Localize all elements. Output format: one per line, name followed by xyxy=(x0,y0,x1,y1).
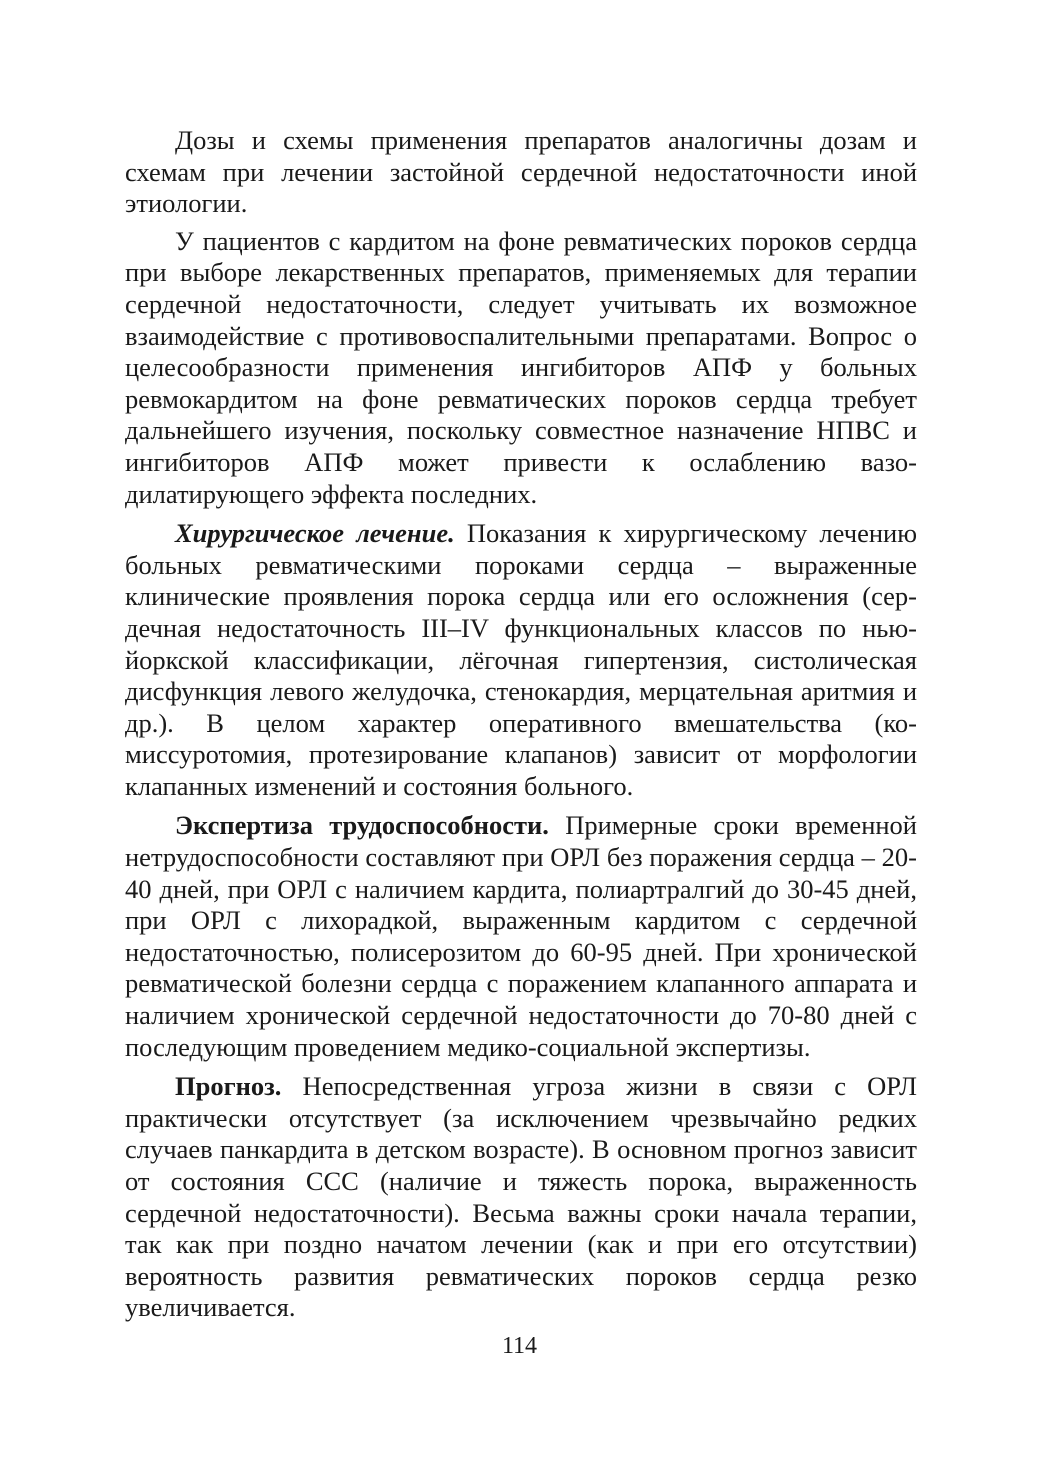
paragraph-text: У пациентов с кардитом на фоне ревматических пороков сердца при выборе лекарственных препаратов, применяемых для терапии сердечной недостаточности, следует учитывать их возможное взаимодействие с противовоспалительными препаратами. Вопрос о целесообразности применения ингибиторов АПФ у больных ревмокардитом на фоне ревматических пороков сердца требует дальнейшего изучения, поскольку совместное назначение НПВС и ингибиторов АПФ может привести к ослаблению вазодилатирующего эффекта последних. xyxy=(125,225,917,509)
paragraph-surgical-treatment xyxy=(125,518,917,802)
paragraph-dosage xyxy=(125,125,917,220)
paragraph-text: Примерные сроки временной нетрудоспособности составляют при ОРЛ без поражения сердца – 20-40 дней, при ОРЛ с наличием кардита, полиартралгий до 30-45 дней, при ОРЛ с лихорадкой, выраженным кардитом с сердечной недостаточностью, полисерозитом до 60-95 дней. При хронической ревматической болезни сердца с поражением клапанного аппарата и наличием хронической сердечной недостаточности до 70-80 дней с последующим проведением медико-социальной экспертизы. xyxy=(125,810,917,1062)
page-body xyxy=(125,125,917,1332)
section-heading-prognosis: Прогноз. xyxy=(175,1071,282,1102)
page-number: 114 xyxy=(501,1333,538,1359)
section-heading-surgery: Хирургическое лечение. xyxy=(175,518,455,549)
paragraph-work-capacity xyxy=(125,810,917,1063)
paragraph-text: Показания к хирургическому лечению больных ревматическими пороками сердца – выраженные клинические проявления порока сердца или его осложнения (сердечная недостаточность III–IV функциональных классов по ньюйоркской классификации, лёгочная гипертензия, систолическая дисфункция левого желудочка, стенокардия, мерцательная аритмия и др.). В целом характер оперативного вмешательства (комиссуротомия, протезирование клапанов) зависит от морфологии клапанных изменений и состояния больного. xyxy=(125,518,917,801)
section-heading-work-capacity: Экспертиза трудоспособности. xyxy=(175,810,549,841)
paragraph-text: Дозы и схемы применения препаратов аналогичны дозам и схемам при лечении застойной сердечной недостаточности иной этиологии. xyxy=(125,125,917,219)
paragraph-prognosis xyxy=(125,1071,917,1324)
paragraph-text: Непосредственная угроза жизни в связи с ОРЛ практически отсутствует (за исключением чрезвычайно редких случаев панкардита в детском возрасте). В основном прогноз зависит от состояния ССС (наличие и тяжесть порока, выраженность сердечной недостаточности). Весьма важны сроки начала терапии, так как при поздно начатом лечении (как и при его отсутствии) вероятность развития ревматических пороков сердца резко увеличивается. xyxy=(125,1071,917,1323)
paragraph-carditis-therapy xyxy=(125,226,917,510)
